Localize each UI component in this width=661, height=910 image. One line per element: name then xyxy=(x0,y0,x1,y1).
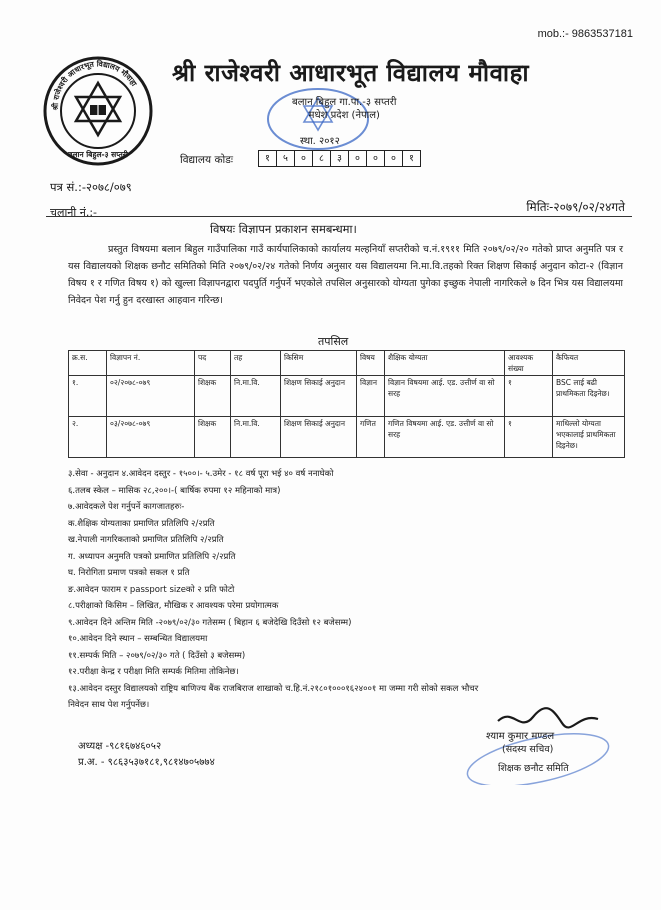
notice-items xyxy=(68,466,478,714)
col-subject: विषय xyxy=(357,351,385,376)
cell: १. xyxy=(69,376,107,417)
list-item: ग. अध्यापन अनुमति पत्रको प्रमाणित प्रतिलिपि २/२प्रति xyxy=(68,551,236,562)
code-digit: ० xyxy=(295,151,313,166)
cell: ०३/२०७८-०७९ xyxy=(107,417,195,458)
col-type: किसिम xyxy=(281,351,357,376)
header-divider xyxy=(46,216,632,217)
cell: शिक्षण सिकाई अनुदान xyxy=(281,376,357,417)
cell: शिक्षक xyxy=(195,417,231,458)
list-item: ३.सेवा - अनुदान ४.आवेदन दस्तुर - १५००।- ५.उमेर - १८ वर्ष पूरा भई ४० वर्ष ननाघेको xyxy=(68,469,334,479)
letter-date: मितिः-२०७९/०२/२४गते xyxy=(526,200,625,214)
signatory-name: श्याम कुमार मण्डल xyxy=(486,731,555,742)
code-digit: १ xyxy=(259,151,277,166)
list-item: निवेदन साथ पेश गर्नुपर्नेछ। xyxy=(68,700,150,710)
cell: विज्ञान xyxy=(357,376,385,417)
col-post: पद xyxy=(195,351,231,376)
cell: गणित xyxy=(357,417,385,458)
list-item: ङ.आवेदन फाराम र passport sizeको २ प्रति फोटो xyxy=(68,584,235,595)
code-digit: ५ xyxy=(277,151,295,166)
vacancy-table xyxy=(68,350,625,458)
headteacher-contact: प्र.अ. - ९८६३५३७१८१,९८१४७०५७७४ xyxy=(78,757,215,768)
col-qualification: शैक्षिक योग्यता xyxy=(385,351,505,376)
cell: १ xyxy=(505,417,553,458)
list-item: ७.आवेदकले पेश गर्नुपर्ने कागजातहरुः- xyxy=(68,502,185,512)
cell: २. xyxy=(69,417,107,458)
table-row xyxy=(69,376,625,417)
col-level: तह xyxy=(231,351,281,376)
list-item: १३.आवेदन दस्तुर विद्यालयको राष्ट्रिय बाणिज्य बैंक राजबिराज शाखाको च.हि.नं.२१८०१०००१६२४००१ मा जम्मा गरी सोको सकल भौचर xyxy=(68,683,479,694)
cell: १ xyxy=(505,376,553,417)
signatory-role: (सदस्य सचिव) xyxy=(502,744,554,755)
list-item: १२.परीक्षा केन्द्र र परीक्षा मिति सम्पर्क मितिमा तोकिनेछ। xyxy=(68,667,239,677)
list-item: क.शैक्षिक योग्यताका प्रमाणित प्रतिलिपि २/२प्रति xyxy=(68,518,215,529)
list-item: ११.सम्पर्क मिति – २०७९/०२/३० गते ( दिउँसो ३ बजेसम्म) xyxy=(68,650,246,661)
list-item: ख.नेपाली नागरिकताको प्रमाणित प्रतिलिपि २/२प्रति xyxy=(68,535,224,545)
cell: नि.मा.वि. xyxy=(231,417,281,458)
letter-number: पत्र सं.:-२०७८/०७९ xyxy=(50,180,132,194)
col-serial: क्र.स. xyxy=(69,351,107,376)
address-line-1: बलान बिहुल गा.पा.-३ सप्तरी xyxy=(292,97,397,108)
cell: शिक्षक xyxy=(195,376,231,417)
mobile-number: mob.:- 9863537181 xyxy=(537,28,633,40)
details-heading: तपसिल xyxy=(318,335,349,348)
committee-name: शिक्षक छनौट समिति xyxy=(498,763,569,774)
list-item: १०.आवेदन दिने स्थान – सम्बन्धित विद्यालयमा xyxy=(68,634,208,644)
code-digit: ० xyxy=(349,151,367,166)
cell: माथिल्लो योग्यता भएकालाई प्राथमिकता दिइनेछ। xyxy=(553,417,625,458)
code-digit: १ xyxy=(409,153,414,164)
list-item: घ. निरोगिता प्रमाण पत्रको सकल १ प्रति xyxy=(68,568,190,578)
cell: ०२/२०७८-०७९ xyxy=(107,376,195,417)
code-digit: ८ xyxy=(313,151,331,166)
school-name: श्री राजेश्वरी आधारभूत विद्यालय मौवाहा xyxy=(172,59,530,87)
cell: विज्ञान विषयमा आई. एड. उत्तीर्ण वा सो सरह xyxy=(385,376,505,417)
list-item: ९.आवेदन दिने अन्तिम मिति -२०७९/०२/३० गतेसम्म ( बिहान ६ बजेदेखि दिउँसो १२ बजेसम्म) xyxy=(68,617,352,628)
col-remarks: कैफियत xyxy=(553,351,625,376)
cell: नि.मा.वि. xyxy=(231,376,281,417)
school-address xyxy=(292,96,396,122)
logo-bottom-text: बलान बिहुल-३ सप्तरी xyxy=(68,150,128,159)
dispatch-number: चलानी नं.:- xyxy=(50,206,98,219)
col-ad-number: विज्ञापन नं. xyxy=(107,351,195,376)
established-year: स्था. २०१२ xyxy=(300,136,340,147)
cell: BSC लाई बढी प्राथमिकता दिइनेछ। xyxy=(553,376,625,417)
school-logo xyxy=(42,55,154,167)
code-digit: ० xyxy=(385,151,403,166)
notice-subject: विषयः विज्ञापन प्रकाशन समबन्धमा। xyxy=(210,222,357,236)
cell: शिक्षण सिकाई अनुदान xyxy=(281,417,357,458)
cell: गणित विषयमा आई. एड. उत्तीर्ण वा सो सरह xyxy=(385,417,505,458)
list-item: ६.तलब स्केल – मासिक २८,२००।-( बार्षिक रुपमा १२ महिनाको मात्र) xyxy=(68,485,281,496)
code-digit: ० xyxy=(367,151,385,166)
table-header-row xyxy=(69,351,625,376)
logo-ring-text: श्री राजेश्वरी आधारभूत विद्यालय मौवाहा xyxy=(50,59,139,111)
notice-body: प्रस्तुत विषयमा बलान बिहुल गाउँपालिका गाउँ कार्यपालिकाको कार्यालय मल्हनियाँ सप्तरीको च.नं.१९११ मिति २०७९/०२/२० गतेको प्राप्त अनुमति पत्र र यस विद्यालयको शिक्षक छनौट समितिको मिति २०७९/०२/२४ गतेको निर्णय अनुसार यस विद्यालयमा नि.मा.वि.तहको रिक्त शिक्षण सिकाई अनुदान कोटा-२ (विज्ञान विषय १ र गणित विषय १) को खुल्ला विज्ञापनद्वारा पदपुर्ति गर्नुपर्ने भएकोले तपसिल अनुसारको योग्यता पुगेका इच्छुक नेपाली नागरिकले ७ दिन भित्र यस विद्यालयमा निवेदन पेश गर्नु हुन दरखास्त आहवान गरिन्छ। xyxy=(68,244,623,306)
list-item: ८.परीक्षाको किसिम – लिखित, मौखिक र आवश्यक परेमा प्रयोगात्मक xyxy=(68,601,279,611)
address-line-2: मधेश प्रदेश (नेपाल) xyxy=(308,110,380,121)
school-code-label: विद्यालय कोडः xyxy=(180,154,233,166)
code-digit: ३ xyxy=(331,151,349,166)
col-required-count: आवश्यक संख्या xyxy=(505,351,553,376)
table-row xyxy=(69,417,625,458)
chairperson-contact: अध्यक्ष -९८१६७४६०५२ xyxy=(78,741,162,752)
school-code-boxes xyxy=(258,150,421,167)
